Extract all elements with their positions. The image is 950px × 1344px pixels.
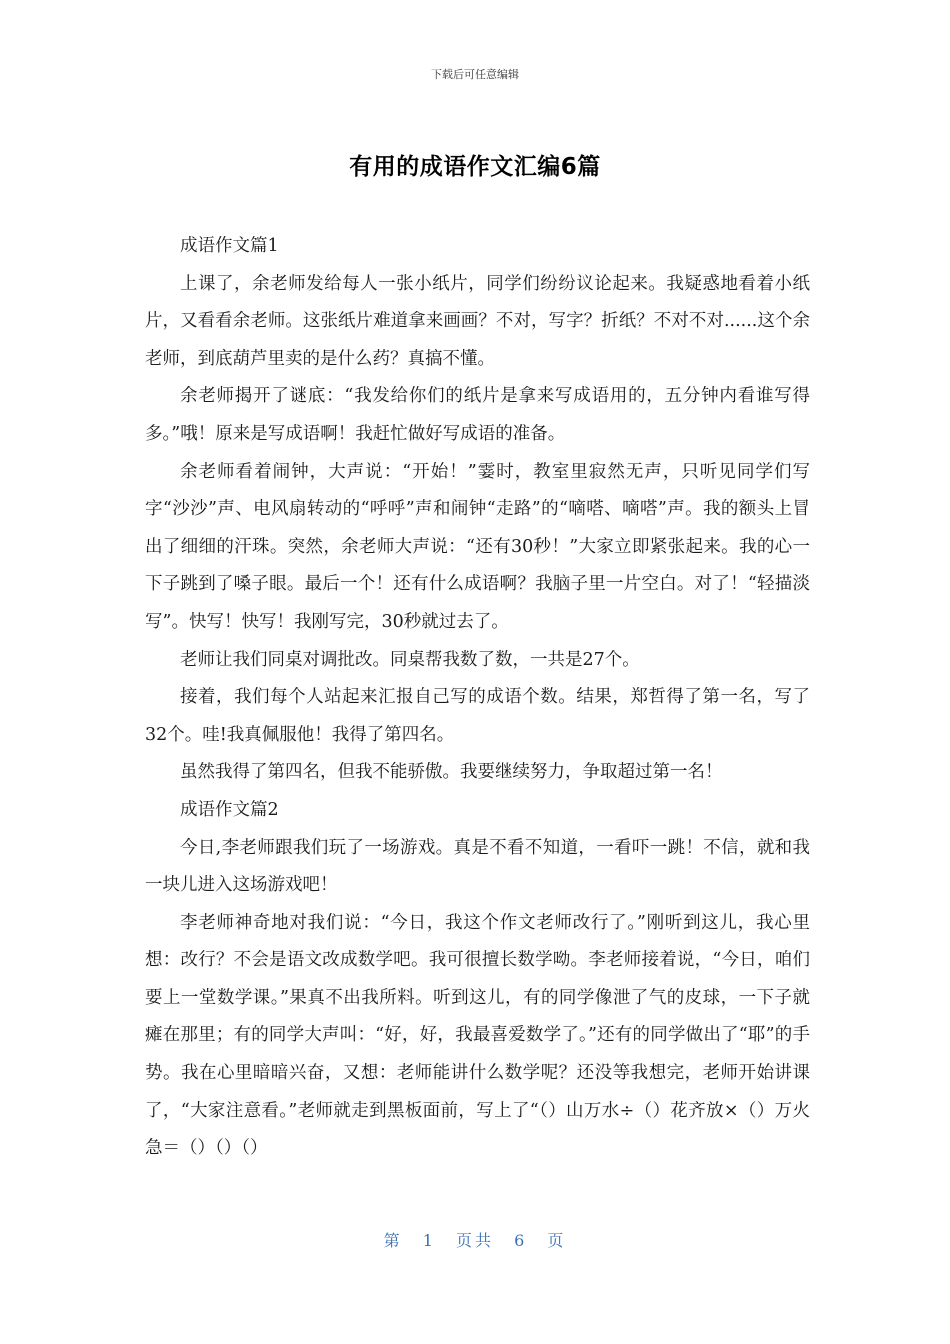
page-end: 页 (547, 1231, 567, 1250)
page-of: 页共 (455, 1231, 494, 1250)
paragraph: 虽然我得了第四名，但我不能骄傲。我要继续努力，争取超过第一名！ (180, 762, 723, 783)
page-total: 6 (514, 1231, 528, 1250)
paragraph: 接着，我们每个人站起来汇报自己写的成语个数。结果，郑哲得了第一名，写了32个。哇!我真佩服他！我得了第四名。 (145, 687, 810, 745)
page-current: 1 (422, 1231, 436, 1250)
document-title: 有用的成语作文汇编6篇 (349, 154, 601, 180)
paragraph: 老师让我们同桌对调批改。同桌帮我数了数，一共是27个。 (180, 649, 640, 670)
page-header-note: 下载后可任意编辑 (431, 68, 519, 81)
paragraph: 上课了，余老师发给每人一张小纸片，同学们纷纷议论起来。我疑惑地看着小纸片，又看看余老师。这张纸片难道拿来画画？不对，写字？折纸？不对不对......这个余老师，到底葫芦里卖的是什么药？真搞不懂。 (145, 273, 810, 369)
document-body (145, 228, 810, 1168)
section-heading-2: 成语作文篇2 (180, 799, 279, 820)
page-footer (0, 1228, 950, 1251)
paragraph: 李老师神奇地对我们说：“今日，我这个作文老师改行了。”刚听到这儿，我心里想：改行？不会是语文改成数学吧。我可很擅长数学呦。李老师接着说，“今日，咱们要上一堂数学课。”果真不出我所料。听到这儿，有的同学像泄了气的皮球，一下子就瘫在那里；有的同学大声叫：“好，好，我最喜爱数学了。”还有的同学做出了“耶”的手势。我在心里暗暗兴奋，又想：老师能讲什么数学呢？还没等我想完，老师开始讲课了，“大家注意看。”老师就走到黑板面前，写上了“（）山万水÷（）花齐放×（）万火急＝（）（）（） (145, 912, 810, 1159)
page-word: 第 (383, 1231, 403, 1250)
section-heading-1: 成语作文篇1 (180, 236, 279, 256)
paragraph: 今日,李老师跟我们玩了一场游戏。真是不看不知道，一看吓一跳！不信，就和我一块儿进入这场游戏吧！ (145, 837, 810, 896)
paragraph: 余老师揭开了谜底：“我发给你们的纸片是拿来写成语用的，五分钟内看谁写得多。”哦！原来是写成语啊！我赶忙做好写成语的准备。 (145, 386, 810, 444)
paragraph: 余老师看着闹钟，大声说：“开始！”霎时，教室里寂然无声，只听见同学们写字“沙沙”声、电风扇转动的“呼呼”声和闹钟“走路”的“嘀嗒、嘀嗒”声。我的额头上冒出了细细的汗珠。突然，余老师大声说：“还有30秒！”大家立即紧张起来。我的心一下子跳到了嗓子眼。最后一个！还有什么成语啊？我脑子里一片空白。对了！“轻描淡写”。快写！快写！我刚写完，30秒就过去了。 (145, 461, 810, 632)
